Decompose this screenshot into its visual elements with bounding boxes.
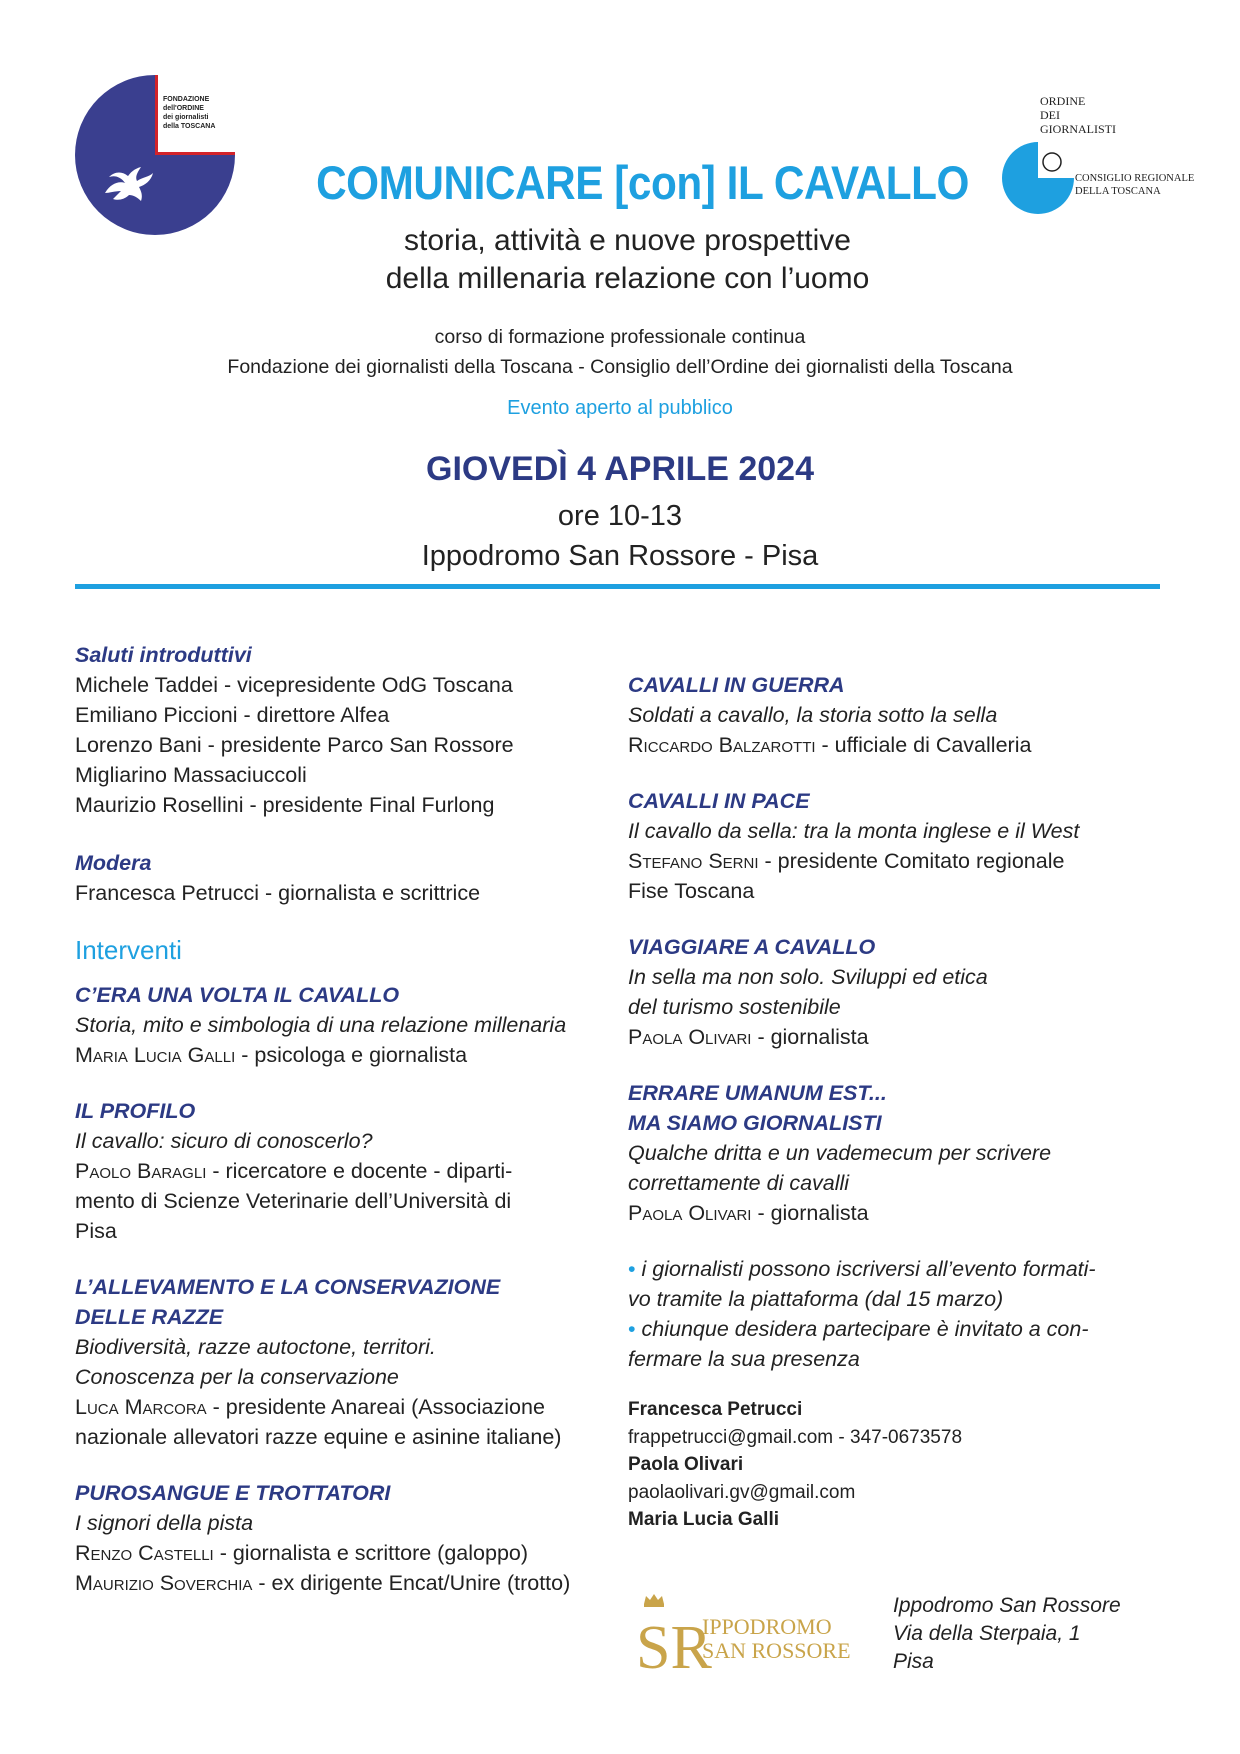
session-block: [75, 1272, 615, 1452]
contact-name: Paola Olivari: [628, 1454, 744, 1475]
speaker-role: - giornalista: [751, 1025, 869, 1049]
speaker-name: Maria Lucia Galli: [75, 1043, 236, 1067]
session-title: L’ALLEVAMENTO E LA CONSERVAZIONE: [75, 1275, 501, 1299]
session-subtitle: Qualche dritta e un vademecum per scrivere: [628, 1141, 1052, 1165]
contact-info[interactable]: frappetrucci@gmail.com - 347-0673578: [628, 1426, 963, 1448]
header-divider: [75, 584, 1160, 589]
speaker-name: Riccardo Balzarotti: [628, 733, 816, 757]
speaker-name: Paolo Baragli: [75, 1159, 207, 1183]
course-line-2: Fondazione dei giornalisti della Toscana - Consiglio dell’Ordine dei giornalisti della Toscana: [227, 356, 1013, 378]
speaker-line: [75, 1538, 615, 1568]
ippodromo-monogram: SR: [636, 1614, 712, 1674]
program-left-column: [75, 640, 615, 1598]
speaker-name: Paola Olivari: [628, 1025, 752, 1049]
note-line-cont: fermare la sua presenza: [628, 1347, 860, 1371]
speaker-role: - ufficiale di Cavalleria: [815, 733, 1032, 757]
session-title: ERRARE UMANUM EST...: [628, 1081, 887, 1105]
odg-consiglio-line: DELLA TOSCANA: [1075, 186, 1161, 197]
session-block: [628, 670, 1173, 760]
bullet-icon: •: [628, 1257, 636, 1281]
interventi-heading: Interventi: [75, 935, 182, 965]
session-title: VIAGGIARE A CAVALLO: [628, 935, 876, 959]
note-line: [628, 1254, 1173, 1284]
odg-logo-line: ORDINE: [1040, 94, 1086, 108]
speaker-role-cont: nazionale allevatori razze equine e asinine italiane): [75, 1425, 562, 1449]
speaker-role: - psicologa e giornalista: [235, 1043, 468, 1067]
session-title: C’ERA UNA VOLTA IL CAVALLO: [75, 983, 400, 1007]
speaker-line: [628, 730, 1173, 760]
session-block: [628, 1078, 1173, 1228]
speaker-role: - ex dirigente Encat/Unire (trotto): [252, 1571, 571, 1595]
speaker-line: [628, 1022, 1173, 1052]
speaker-line: Francesca Petrucci - giornalista e scrittrice: [75, 881, 481, 905]
event-place: Ippodromo San Rossore - Pisa: [421, 540, 819, 572]
address-line: Ippodromo San Rossore: [893, 1594, 1121, 1617]
speaker-line: Lorenzo Bani - presidente Parco San Rossore: [75, 733, 514, 757]
fondazione-logo-line: dell'ORDINE: [163, 105, 204, 112]
fondazione-logo-line: della TOSCANA: [163, 123, 216, 130]
speaker-line: Maurizio Rosellini - presidente Final Furlong: [75, 793, 495, 817]
registration-notes: [628, 1254, 1173, 1374]
speaker-role-cont: Fise Toscana: [628, 879, 755, 903]
speaker-line: [628, 1198, 1173, 1228]
ippodromo-logo-line: IPPODROMO: [702, 1614, 832, 1639]
venue-address: [893, 1592, 1121, 1676]
odg-logo-text: [1040, 94, 1200, 136]
note-text: i giornalisti possono iscriversi all’evento formati-: [635, 1257, 1096, 1281]
session-subtitle: Il cavallo da sella: tra la monta inglese e il West: [628, 819, 1080, 843]
saluti-section: [75, 640, 615, 820]
speaker-role: - giornalista: [751, 1201, 869, 1225]
speaker-role: - presidente Comitato regionale: [758, 849, 1065, 873]
address-line: Pisa: [893, 1650, 934, 1673]
contact-name: Francesca Petrucci: [628, 1399, 803, 1420]
speaker-name: Maurizio Soverchia: [75, 1571, 253, 1595]
event-subtitle: [0, 222, 1240, 298]
session-subtitle-cont: correttamente di cavalli: [628, 1171, 850, 1195]
speaker-role: - giornalista e scrittore (galoppo): [213, 1541, 529, 1565]
speaker-name: Renzo Castelli: [75, 1541, 214, 1565]
odg-logo-line: DEI: [1040, 108, 1060, 122]
session-title: IL PROFILO: [75, 1099, 196, 1123]
session-title: PUROSANGUE E TROTTATORI: [75, 1481, 391, 1505]
bullet-icon: •: [628, 1317, 636, 1341]
session-subtitle: Biodiversità, razze autoctone, territori.: [75, 1335, 436, 1359]
contact-name: Maria Lucia Galli: [628, 1509, 779, 1530]
session-block: [75, 1478, 615, 1598]
ippodromo-logo-line: SAN ROSSORE: [702, 1638, 851, 1663]
speaker-line: [75, 1392, 615, 1422]
course-line-1: corso di formazione professionale continua: [434, 326, 806, 348]
modera-section: [75, 848, 615, 908]
session-subtitle: I signori della pista: [75, 1511, 254, 1535]
speaker-line: Michele Taddei - vicepresidente OdG Toscana: [75, 673, 513, 697]
session-subtitle-cont: del turismo sostenibile: [628, 995, 841, 1019]
contacts-section: [628, 1396, 1173, 1534]
note-line: [628, 1314, 1173, 1344]
event-title: COMUNICARE [con] IL CAVALLO: [316, 156, 969, 209]
subtitle-line-1: storia, attività e nuove prospettive: [404, 224, 851, 257]
session-block: [75, 980, 615, 1070]
event-date: GIOVEDÌ 4 APRILE 2024: [426, 450, 814, 488]
speaker-line: Emiliano Piccioni - direttore Alfea: [75, 703, 390, 727]
speaker-role-cont: mento di Scienze Veterinarie dell’Università di: [75, 1189, 512, 1213]
course-description: [0, 322, 1240, 382]
fondazione-logo-text: [163, 95, 253, 131]
speaker-line: [628, 846, 1173, 876]
odg-consiglio-line: CONSIGLIO REGIONALE: [1075, 173, 1195, 184]
fondazione-logo-line: dei giornalisti: [163, 114, 209, 121]
session-subtitle-cont: Conoscenza per la conservazione: [75, 1365, 399, 1389]
program-right-column: [628, 670, 1173, 1534]
speaker-role: - ricercatore e docente - diparti-: [206, 1159, 513, 1183]
session-title: CAVALLI IN GUERRA: [628, 673, 845, 697]
contact-info[interactable]: paolaolivari.gv@gmail.com: [628, 1481, 856, 1503]
section-heading: Modera: [75, 851, 152, 875]
speaker-name: Paola Olivari: [628, 1201, 752, 1225]
speaker-line: [75, 1156, 615, 1186]
speaker-line: Migliarino Massaciuccoli: [75, 763, 307, 787]
session-title-cont: DELLE RAZZE: [75, 1305, 224, 1329]
session-subtitle: Il cavallo: sicuro di conoscerlo?: [75, 1129, 373, 1153]
speaker-name: Stefano Serni: [628, 849, 759, 873]
crown-monogram-icon: [628, 1592, 878, 1674]
session-subtitle: Soldati a cavallo, la storia sotto la sella: [628, 703, 998, 727]
session-subtitle: Storia, mito e simbologia di una relazione millenaria: [75, 1013, 567, 1037]
speaker-line: [75, 1568, 615, 1598]
speaker-line: [75, 1040, 615, 1070]
open-event-label: Evento aperto al pubblico: [507, 397, 733, 419]
session-block: [75, 1096, 615, 1246]
section-heading: Saluti introduttivi: [75, 643, 252, 667]
session-title-cont: MA SIAMO GIORNALISTI: [628, 1111, 882, 1135]
event-time: ore 10-13: [557, 500, 683, 532]
fondazione-logo-line: FONDAZIONE: [163, 96, 210, 103]
speaker-name: Luca Marcora: [75, 1395, 207, 1419]
note-text: chiunque desidera partecipare è invitato a con-: [635, 1317, 1089, 1341]
note-line-cont: vo tramite la piattaforma (dal 15 marzo): [628, 1287, 1004, 1311]
session-block: [628, 786, 1173, 906]
speaker-role: - presidente Anareai (Associazione: [206, 1395, 545, 1419]
address-line: Via della Sterpaia, 1: [893, 1622, 1081, 1645]
odg-logo-line: GIORNALISTI: [1040, 122, 1116, 136]
session-title: CAVALLI IN PACE: [628, 789, 810, 813]
session-subtitle: In sella ma non solo. Sviluppi ed etica: [628, 965, 988, 989]
speaker-role-cont: Pisa: [75, 1219, 117, 1243]
session-block: [628, 932, 1173, 1052]
subtitle-line-2: della millenaria relazione con l’uomo: [385, 262, 870, 295]
